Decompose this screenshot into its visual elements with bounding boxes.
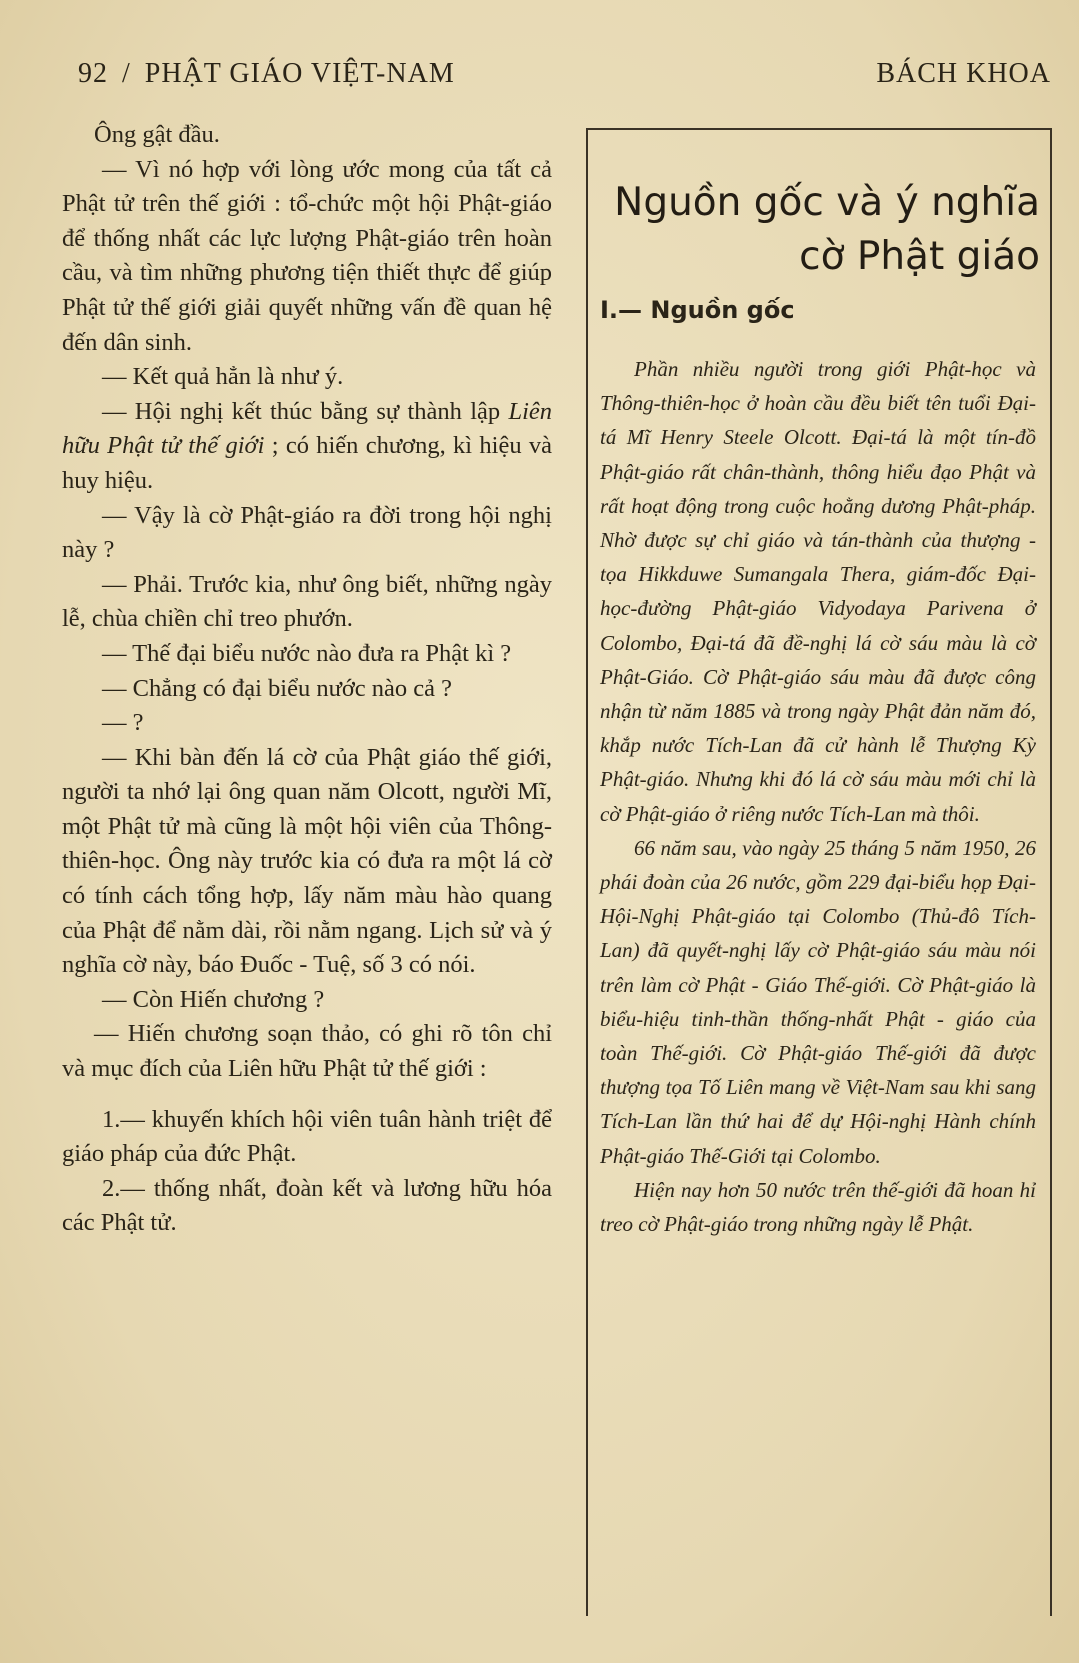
sidebar-column xyxy=(600,352,1036,1241)
organization-name: Liên hữu Phật tử thế giới xyxy=(62,397,552,460)
list-item: 1.— khuyến khích hội viên tuân hành triệt để giáo pháp của đức Phật. xyxy=(62,1105,552,1168)
paragraph: — Phải. Trước kia, như ông biết, những ngày lễ, chùa chiền chỉ treo phướn. xyxy=(62,570,552,633)
page-number: 92 xyxy=(78,58,108,89)
paragraph: — Vì nó hợp với lòng ước mong của tất cả Phật tử trên thế giới : tổ-chức một hội Phật-giáo để thống nhất các lực lượng Phật-giáo trên hoàn cầu, và tìm những phương tiện thiết thực để giúp Phật tử thế giới giải quyết những vấn đề quan hệ đến dân sinh. xyxy=(62,155,552,356)
paragraph: 66 năm sau, vào ngày 25 tháng 5 năm 1950, 26 phái đoàn của 26 nước, gồm 229 đại-biểu họp Đại-Hội-Nghị Phật-giáo tại Colombo (Thủ-đô Tích-Lan) đã quyết-nghị lấy cờ Phật-giáo sáu màu nói trên làm cờ Phật - Giáo Thế-giới. Cờ Phật-giáo là biểu-hiệu tinh-thần thống-nhất Phật - giáo của toàn Thế-giới. Cờ Phật-giáo Thế-giới đã được thượng tọa Tố Liên mang về Việt-Nam sau khi sang Tích-Lan lần thứ hai để dự Hội-nghị Hành chính Phật-giáo Thế-Giới tại Colombo. xyxy=(600,835,1036,1168)
text-run: — Hội nghị kết thúc bằng sự thành lập xyxy=(102,397,509,425)
paragraph: — Chẳng có đại biểu nước nào cả ? xyxy=(102,674,453,702)
paragraph: — Vậy là cờ Phật-giáo ra đời trong hội nghị này ? xyxy=(62,501,552,564)
magazine-name: BÁCH KHOA xyxy=(876,58,1051,89)
paragraph: — Thế đại biểu nước nào đưa ra Phật kì ? xyxy=(102,639,512,667)
paragraph: Phần nhiều người trong giới Phật-học và Thông-thiên-học ở hoàn cầu đều biết tên tuổi Đại-tá Mĩ Henry Steele Olcott. Đại-tá là một tín-đồ Phật-giáo rất chân-thành, thông hiểu đạo Phật và rất hoạt động trong cuộc hoằng dương Phật-pháp. Nhờ được sự chỉ giáo và tán-thành của thượng - tọa Hikkduwe Sumangala Thera, giám-đốc Đại-học-đường Phật-giáo Vidyodaya Parivena ở Colombo, Đại-tá đã đề-nghị lá cờ sáu màu là cờ Phật-Giáo. Cờ Phật-giáo sáu màu đã được công nhận từ năm 1885 và trong ngày Phật đản năm đó, khắp nước Tích-Lan đã cử hành lễ Thượng Kỳ Phật-giáo. Nhưng khi đó lá cờ sáu màu mới chỉ là cờ Phật-giáo ở riêng nước Tích-Lan mà thôi. xyxy=(600,357,1036,826)
header-separator: / xyxy=(122,58,131,89)
sidebar-title: Nguồn gốc và ý nghĩa cờ Phật giáo xyxy=(614,180,1040,279)
page-header xyxy=(78,58,1051,102)
interview-column xyxy=(62,118,552,1241)
paragraph: Ông gật đầu. xyxy=(94,121,220,148)
paragraph xyxy=(62,395,552,499)
paragraph: Hiện nay hơn 50 nước trên thế-giới đã hoan hỉ treo cờ Phật-giáo trong những ngày lễ Phật. xyxy=(600,1177,1036,1237)
paragraph: — ? xyxy=(102,709,144,737)
section-title: PHẬT GIÁO VIỆT-NAM xyxy=(144,58,455,89)
paragraph: — Hiến chương soạn thảo, có ghi rõ tôn chỉ và mục đích của Liên hữu Phật tử thế giới : xyxy=(62,1020,552,1083)
sidebar-subtitle: I.— Nguồn gốc xyxy=(600,296,795,324)
list-item: 2.— thống nhất, đoàn kết và lương hữu hóa các Phật tử. xyxy=(62,1174,552,1237)
paragraph: — Còn Hiến chương ? xyxy=(102,985,325,1013)
paragraph: — Kết quả hẳn là như ý. xyxy=(102,363,344,391)
text-run: ; có hiến chương, kì hiệu và huy hiệu. xyxy=(62,432,552,494)
running-head xyxy=(78,58,455,90)
paragraph: — Khi bàn đến lá cờ của Phật giáo thế giới, người ta nhớ lại ông quan năm Olcott, người Mĩ, một Phật tử mà cũng là một hội viên của Thông-thiên-học. Ông này trước kia có đưa ra một lá cờ có tính cách tổng hợp, lấy năm màu hào quang của Phật để nằm dài, rồi nằm ngang. Lịch sử và ý nghĩa cờ này, báo Đuốc - Tuệ, số 3 có nói. xyxy=(62,743,552,979)
